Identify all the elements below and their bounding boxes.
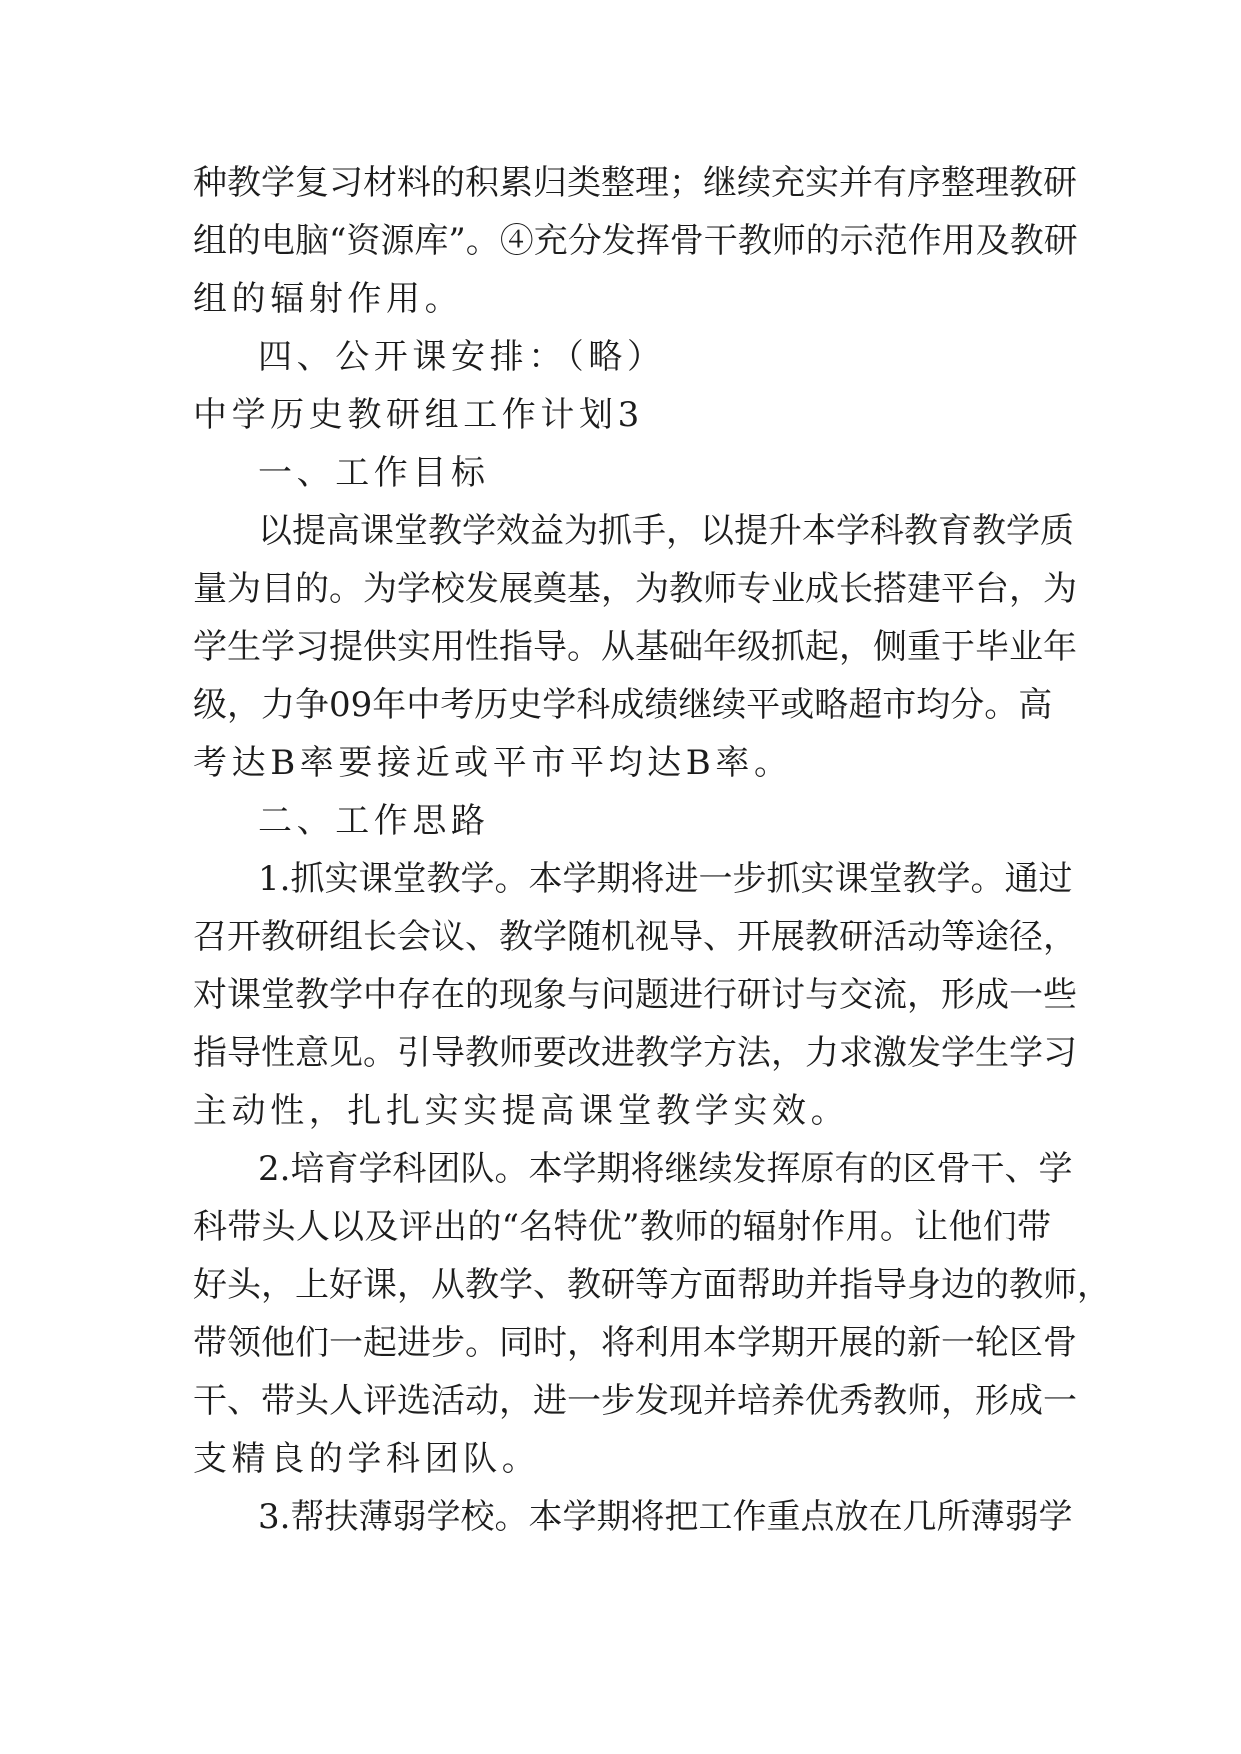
text-line: 干、带头人评选活动，进一步发现并培养优秀教师，形成一 (193, 1381, 1077, 1421)
text-line: 支精良的学科团队。 (193, 1439, 541, 1479)
text-line: 科带头人以及评出的“名特优”教师的辐射作用。让他们带 (193, 1207, 1051, 1247)
text-line: 主动性，扎扎实实提高课堂教学实效。 (193, 1091, 850, 1131)
section-heading: 二、工作思路 (258, 801, 490, 841)
section-heading: 一、工作目标 (258, 453, 490, 493)
text-line: 召开教研组长会议、教学随机视导、开展教研活动等途径， (193, 917, 1077, 957)
text-line: 好头，上好课，从教学、教研等方面帮助并指导身边的教师， (193, 1265, 1111, 1305)
text-line: 组的辐射作用。 (193, 279, 464, 319)
text-line: 组的电脑“资源库”。④充分发挥骨干教师的示范作用及教研 (193, 221, 1078, 261)
text-line: 3.帮扶薄弱学校。本学期将把工作重点放在几所薄弱学 (258, 1497, 1073, 1537)
text-line: 种教学复习材料的积累归类整理；继续充实并有序整理教研 (193, 163, 1077, 203)
text-line: 学生学习提供实用性指导。从基础年级抓起，侧重于毕业年 (193, 627, 1077, 667)
text-line: 量为目的。为学校发展奠基，为教师专业成长搭建平台，为 (193, 569, 1077, 609)
text-line: 考达B率要接近或平市平均达B率。 (193, 743, 793, 783)
text-line: 1.抓实课堂教学。本学期将进一步抓实课堂教学。通过 (258, 859, 1073, 899)
text-line: 以提高课堂教学效益为抓手，以提升本学科教育教学质 (258, 511, 1074, 551)
text-line: 2.培育学科团队。本学期将继续发挥原有的区骨干、学 (258, 1149, 1073, 1189)
document-title: 中学历史教研组工作计划3 (193, 395, 644, 435)
section-heading: 四、公开课安排：（略） (258, 337, 666, 377)
text-line: 带领他们一起进步。同时，将利用本学期开展的新一轮区骨 (193, 1323, 1077, 1363)
text-line: 指导性意见。引导教师要改进教学方法，力求激发学生学习 (193, 1033, 1077, 1073)
text-line: 级，力争09年中考历史学科成绩继续平或略超市均分。高 (193, 685, 1053, 725)
text-line: 对课堂教学中存在的现象与问题进行研讨与交流，形成一些 (193, 975, 1077, 1015)
